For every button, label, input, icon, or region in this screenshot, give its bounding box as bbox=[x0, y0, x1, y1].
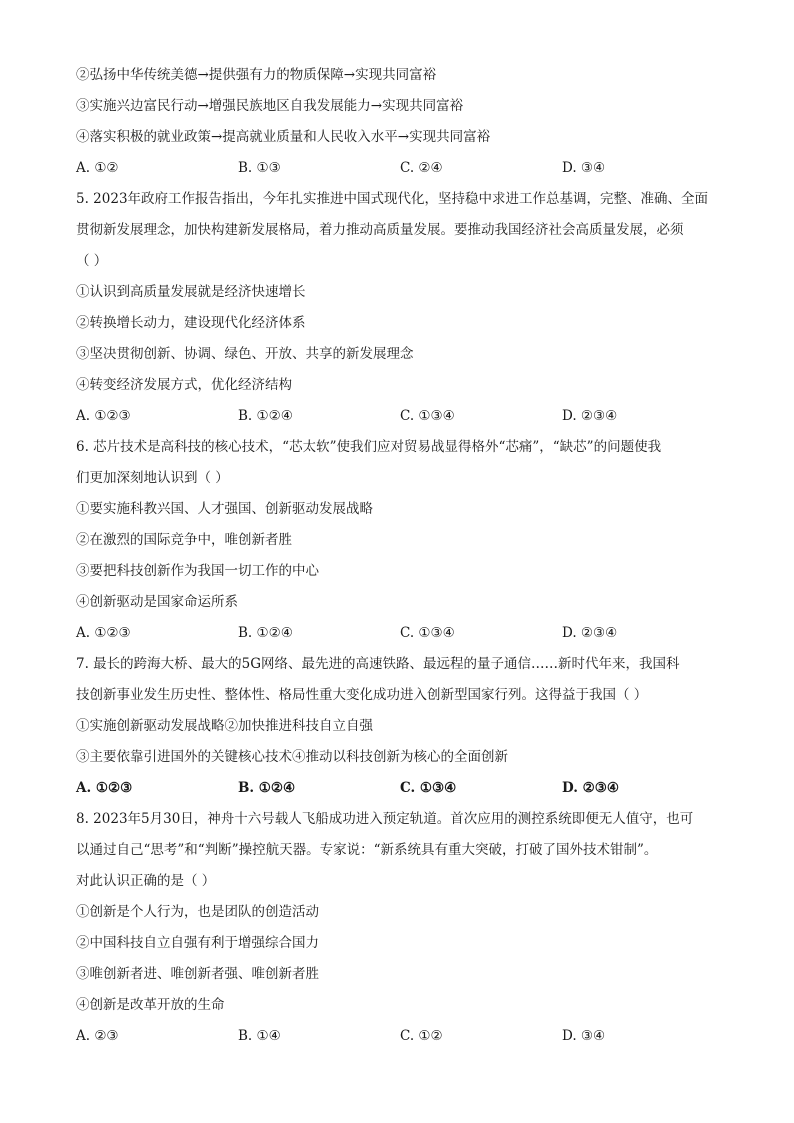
option-c: C. ①② bbox=[400, 1028, 443, 1044]
question-stem: 们更加深刻地认识到（ ） bbox=[76, 470, 229, 486]
question-stem: 5. 2023年政府工作报告指出，今年扎实推进中国式现代化，坚持稳中求进工作总基调，完整、准确、全面 bbox=[76, 191, 709, 207]
statement: ②转换增长动力，建设现代化经济体系 bbox=[76, 315, 306, 331]
option-c: C. ①③④ bbox=[400, 625, 455, 641]
statement: ③要把科技创新作为我国一切工作的中心 bbox=[76, 563, 319, 579]
statement: ①认识到高质量发展就是经济快速增长 bbox=[76, 284, 306, 300]
answer-options bbox=[76, 1021, 726, 1052]
question-stem: 8. 2023年5月30日，神舟十六号载人飞船成功进入预定轨道。首次应用的测控系统即便无人值守，也可 bbox=[76, 811, 694, 827]
answer-options bbox=[76, 773, 726, 804]
statement: ②在激烈的国际竞争中，唯创新者胜 bbox=[76, 532, 292, 548]
option-a: A. ①②③ bbox=[76, 625, 131, 641]
option-b: B. ①④ bbox=[238, 1028, 281, 1044]
question-content bbox=[76, 60, 726, 1052]
question-8 bbox=[76, 804, 726, 1052]
answer-options bbox=[76, 153, 726, 184]
option-b: B. ①②④ bbox=[238, 408, 293, 424]
question-stem: 以通过自己“思考”和“判断”操控航天器。专家说：“新系统具有重大突破，打破了国外技术钳制”。 bbox=[76, 842, 658, 858]
option-a: A. ①②③ bbox=[76, 408, 131, 424]
statement: ④创新驱动是国家命运所系 bbox=[76, 594, 238, 610]
question-stem: 贯彻新发展理念，加快构建新发展格局，着力推动高质量发展。要推动我国经济社会高质量发展，必须 bbox=[76, 222, 684, 238]
statement: ①实施创新驱动发展战略②加快推进科技自立自强 bbox=[76, 718, 373, 734]
question-7 bbox=[76, 649, 726, 804]
question-stem: 技创新事业发生历史性、整体性、格局性重大变化成功进入创新型国家行列。这得益于我国（ ） bbox=[76, 687, 648, 703]
option-b: B. ①②④ bbox=[238, 780, 296, 796]
statement: ③主要依靠引进国外的关键核心技术④推动以科技创新为核心的全面创新 bbox=[76, 749, 508, 765]
statement: ④落实积极的就业政策→提高就业质量和人民收入水平→实现共同富裕 bbox=[76, 129, 491, 145]
option-d: D. ②③④ bbox=[562, 625, 618, 641]
answer-options bbox=[76, 401, 726, 432]
answer-blank: （ ） bbox=[76, 253, 108, 269]
option-c: C. ①③④ bbox=[400, 408, 455, 424]
option-c: C. ②④ bbox=[400, 160, 443, 176]
statement: ④转变经济发展方式，优化经济结构 bbox=[76, 377, 292, 393]
question-6 bbox=[76, 432, 726, 649]
statement: ③实施兴边富民行动→增强民族地区自我发展能力→实现共同富裕 bbox=[76, 98, 464, 114]
statement: ②弘扬中华传统美德→提供强有力的物质保障→实现共同富裕 bbox=[76, 67, 437, 83]
statement: ③唯创新者进、唯创新者强、唯创新者胜 bbox=[76, 966, 319, 982]
question-5 bbox=[76, 184, 726, 432]
option-d: D. ③④ bbox=[562, 1028, 606, 1044]
question-4-tail bbox=[76, 60, 726, 184]
option-d: D. ②③④ bbox=[562, 780, 619, 796]
answer-options bbox=[76, 618, 726, 649]
statement: ③坚决贯彻创新、协调、绿色、开放、共享的新发展理念 bbox=[76, 346, 414, 362]
option-a: A. ①② bbox=[76, 160, 119, 176]
statement: ①创新是个人行为，也是团队的创造活动 bbox=[76, 904, 319, 920]
question-stem: 7. 最长的跨海大桥、最大的5G网络、最先进的高速铁路、最远程的量子通信……新时代年来，我国科 bbox=[76, 656, 680, 672]
option-a: A. ①②③ bbox=[76, 780, 133, 796]
statement: ①要实施科教兴国、人才强国、创新驱动发展战略 bbox=[76, 501, 373, 517]
option-d: D. ③④ bbox=[562, 160, 606, 176]
statement: ④创新是改革开放的生命 bbox=[76, 997, 225, 1013]
option-b: B. ①③ bbox=[238, 160, 281, 176]
option-b: B. ①②④ bbox=[238, 625, 293, 641]
option-c: C. ①③④ bbox=[400, 780, 457, 796]
question-stem: 6. 芯片技术是高科技的核心技术，“芯太软”使我们应对贸易战显得格外“芯痛”，“缺芯”的问题使我 bbox=[76, 439, 662, 455]
statement: ②中国科技自立自强有利于增强综合国力 bbox=[76, 935, 319, 951]
option-a: A. ②③ bbox=[76, 1028, 119, 1044]
question-stem: 对此认识正确的是（ ） bbox=[76, 873, 216, 889]
option-d: D. ②③④ bbox=[562, 408, 618, 424]
